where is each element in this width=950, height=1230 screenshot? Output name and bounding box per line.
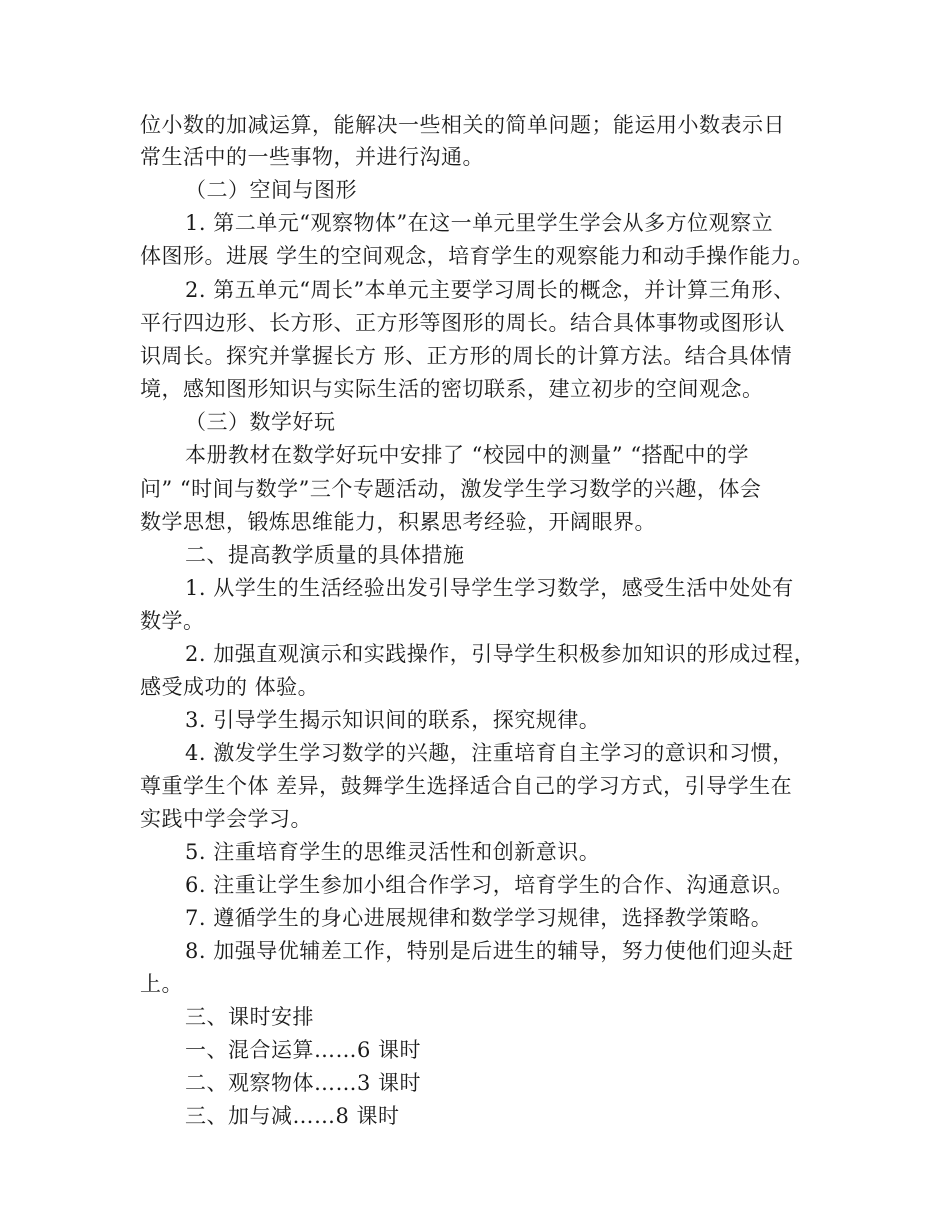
text-line: 尊重学生个体 差异，鼓舞学生选择适合自己的学习方式，引导学生在 <box>140 774 793 798</box>
text-line: 问” “时间与数学”三个专题活动，激发学生学习数学的兴趣，体会 <box>140 477 762 501</box>
text-line: 数学思想，锻炼思维能力，积累思考经验，开阔眼界。 <box>140 510 656 534</box>
text-line: 识周长。探究并掌握长方 形、正方形的周长的计算方法。结合具体情 <box>140 344 793 368</box>
text-line: 2. 第五单元“周长”本单元主要学习周长的概念，并计算三角形、 <box>185 278 795 302</box>
section-heading: 三、课时安排 <box>185 1005 314 1029</box>
schedule-item: 二、观察物体……3 课时 <box>185 1071 422 1095</box>
text-line: 位小数的加减运算，能解决一些相关的简单问题；能运用小数表示日 <box>140 113 785 137</box>
section-heading: 二、提高教学质量的具体措施 <box>185 543 465 567</box>
text-line: 上。 <box>140 972 183 996</box>
text-line: 3. 引导学生揭示知识间的联系，探究规律。 <box>185 708 601 732</box>
text-line: 实践中学会学习。 <box>140 807 312 831</box>
section-heading: （二）空间与图形 <box>185 178 357 202</box>
text-line: 1. 从学生的生活经验出发引导学生学习数学，感受生活中处处有 <box>185 576 794 600</box>
text-line: 1. 第二单元“观察物体”在这一单元里学生学会从多方位观察立 <box>185 211 774 235</box>
text-line: 7. 遵循学生的身心进展规律和数学学习规律，选择教学策略。 <box>185 906 773 930</box>
text-line: 常生活中的一些事物，并进行沟通。 <box>140 145 484 169</box>
schedule-item: 一、混合运算……6 课时 <box>185 1038 422 1062</box>
text-line: 境，感知图形知识与实际生活的密切联系，建立初步的空间观念。 <box>140 377 764 401</box>
text-line: 平行四边形、长方形、正方形等图形的周长。结合具体事物或图形认 <box>140 311 785 335</box>
schedule-item: 三、加与减……8 课时 <box>185 1104 400 1128</box>
text-line: 数学。 <box>140 609 205 633</box>
text-line: 4. 激发学生学习数学的兴趣，注重培育自主学习的意识和习惯， <box>185 741 794 765</box>
section-heading: （三）数学好玩 <box>185 410 336 434</box>
text-line: 本册教材在数学好玩中安排了 “校园中的测量” “搭配中的学 <box>185 443 750 467</box>
text-line: 体图形。进展 学生的空间观念，培育学生的观察能力和动手操作能力。 <box>140 244 814 268</box>
text-line: 8. 加强导优辅差工作，特别是后进生的辅导，努力使他们迎头赶 <box>185 939 794 963</box>
text-line: 感受成功的 体验。 <box>140 675 320 699</box>
text-line: 6. 注重让学生参加小组合作学习，培育学生的合作、沟通意识。 <box>185 873 794 897</box>
text-line: 5. 注重培育学生的思维灵活性和创新意识。 <box>185 840 601 864</box>
text-line: 2. 加强直观演示和实践操作，引导学生积极参加知识的形成过程， <box>185 642 816 666</box>
